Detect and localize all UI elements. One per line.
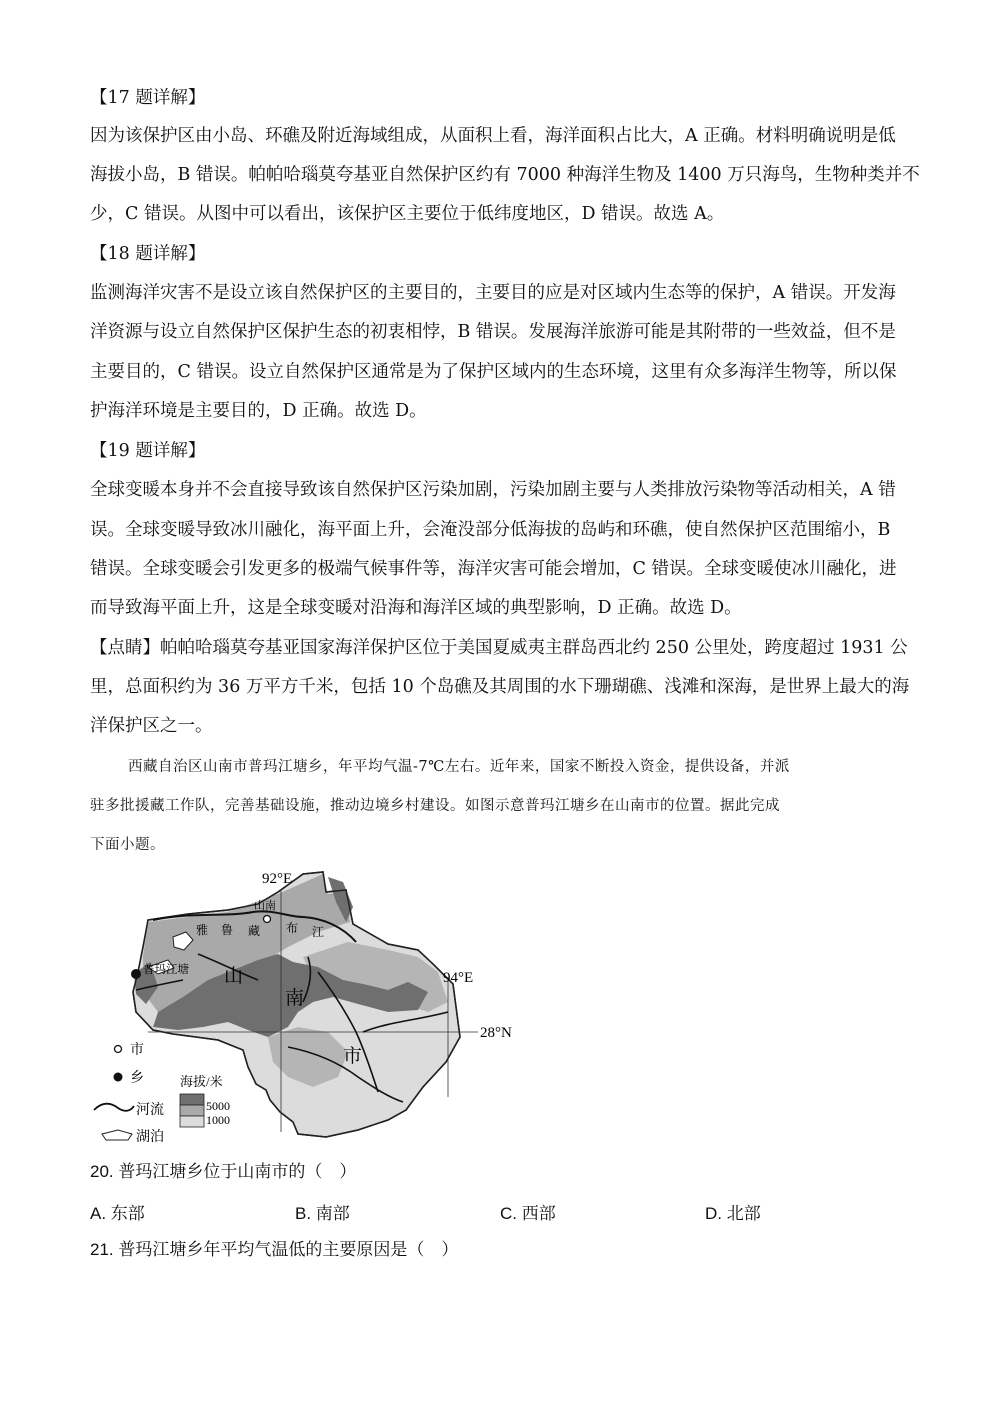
q20-option-b[interactable]: B. 南部	[295, 1204, 350, 1223]
material-line-1: 西藏自治区山南市普玛江塘乡，年平均气温-7℃左右。近年来，国家不断投入资金，提供设备，并派	[128, 759, 790, 775]
q18-line-3: 主要目的，C 错误。设立自然保护区通常是为了保护区域内的生态环境，这里有众多海洋生物等，所以保	[90, 362, 897, 382]
legend-swatch-low	[180, 1116, 204, 1127]
legend-lake-label: 湖泊	[136, 1130, 164, 1145]
label-river-char-4: 布	[286, 921, 299, 935]
q17-header: 【17 题详解】	[90, 88, 206, 108]
legend-township-symbol	[114, 1073, 123, 1082]
label-region-char-2: 南	[285, 988, 305, 1009]
q19-line-4: 而导致海平面上升，这是全球变暖对沿海和海洋区域的典型影响，D 正确。故选 D。	[90, 598, 742, 618]
legend-lake-symbol	[102, 1130, 132, 1140]
label-region-char-1: 山	[224, 966, 244, 987]
q20-stem: 20. 普玛江塘乡位于山南市的（ ）	[90, 1162, 357, 1181]
tip-text-1: 帕帕哈瑙莫夸基亚国家海洋保护区位于美国夏威夷主群岛西北约 250 公里处，跨度超过 1931 公	[160, 638, 908, 658]
shannan-map	[88, 862, 538, 1147]
tip-line-3: 洋保护区之一。	[90, 716, 213, 736]
q18-header: 【18 题详解】	[90, 244, 206, 264]
q20-option-d[interactable]: D. 北部	[705, 1204, 761, 1223]
label-river-char-1: 雅	[196, 923, 209, 937]
label-river-char-5: 江	[312, 925, 325, 939]
material-line-3: 下面小题。	[90, 837, 165, 853]
legend-township-label: 乡	[130, 1071, 144, 1086]
label-township: 普玛江塘	[143, 964, 189, 976]
legend-river-symbol	[94, 1104, 134, 1111]
q21-stem: 21. 普玛江塘乡年平均气温低的主要原因是（ ）	[90, 1240, 459, 1259]
q17-line-2: 海拔小岛，B 错误。帕帕哈瑙莫夸基亚自然保护区约有 7000 种海洋生物及 1400 万只海鸟，生物种类并不	[90, 165, 920, 185]
label-region-char-3: 市	[343, 1046, 363, 1067]
tip-label: 【点睛】	[90, 638, 160, 658]
q20-option-c[interactable]: C. 西部	[500, 1204, 556, 1223]
q18-line-1: 监测海洋灾害不是设立该自然保护区的主要目的，主要目的应是对区域内生态等的保护，A 错误。开发海	[90, 283, 896, 303]
label-94e: 94°E	[443, 970, 474, 986]
legend-river-label: 河流	[136, 1103, 164, 1118]
q18-line-4: 护海洋环境是主要目的，D 正确。故选 D。	[90, 401, 427, 421]
tip-line-2: 里，总面积约为 36 万平方千米，包括 10 个岛礁及其周围的水下珊瑚礁、浅滩和深海，是世界上最大的海	[90, 677, 910, 697]
label-city-shannan: 山南	[254, 900, 276, 912]
label-92e: 92°E	[262, 871, 293, 887]
tip-line-1	[90, 636, 910, 660]
legend-swatch-mid	[180, 1105, 204, 1116]
legend-swatch-high	[180, 1094, 204, 1105]
legend-city-symbol	[115, 1046, 122, 1053]
legend-elev-5000: 5000	[206, 1099, 230, 1113]
q19-line-1: 全球变暖本身并不会直接导致该自然保护区污染加剧，污染加剧主要与人类排放污染物等活动相关，A 错	[90, 480, 896, 500]
q20-option-a[interactable]: A. 东部	[90, 1204, 145, 1223]
city-marker-shannan	[264, 916, 271, 923]
legend-elevation-title: 海拔/米	[180, 1074, 223, 1089]
q19-header: 【19 题详解】	[90, 441, 206, 461]
q19-line-2: 误。全球变暖导致冰川融化，海平面上升，会淹没部分低海拔的岛屿和环礁，使自然保护区范围缩小，B	[90, 520, 891, 540]
township-marker-pumajiangtang	[131, 969, 141, 979]
label-river-char-2: 鲁	[221, 923, 234, 937]
label-28n: 28°N	[480, 1025, 512, 1041]
q17-line-1: 因为该保护区由小岛、环礁及附近海域组成，从面积上看，海洋面积占比大，A 正确。材料明确说明是低	[90, 126, 896, 146]
legend-elev-1000: 1000	[206, 1113, 230, 1127]
q17-line-3: 少，C 错误。从图中可以看出，该保护区主要位于低纬度地区，D 错误。故选 A。	[90, 204, 725, 224]
label-river-char-3: 藏	[248, 924, 261, 938]
q18-line-2: 洋资源与设立自然保护区保护生态的初衷相悖，B 错误。发展海洋旅游可能是其附带的一些效益，但不是	[90, 322, 896, 342]
q19-line-3: 错误。全球变暖会引发更多的极端气候事件等，海洋灾害可能会增加，C 错误。全球变暖使冰川融化，进	[90, 559, 897, 579]
legend-city-label: 市	[130, 1043, 144, 1058]
material-line-2: 驻多批援藏工作队，完善基础设施，推动边境乡村建设。如图示意普玛江塘乡在山南市的位置。据此完成	[90, 798, 780, 814]
